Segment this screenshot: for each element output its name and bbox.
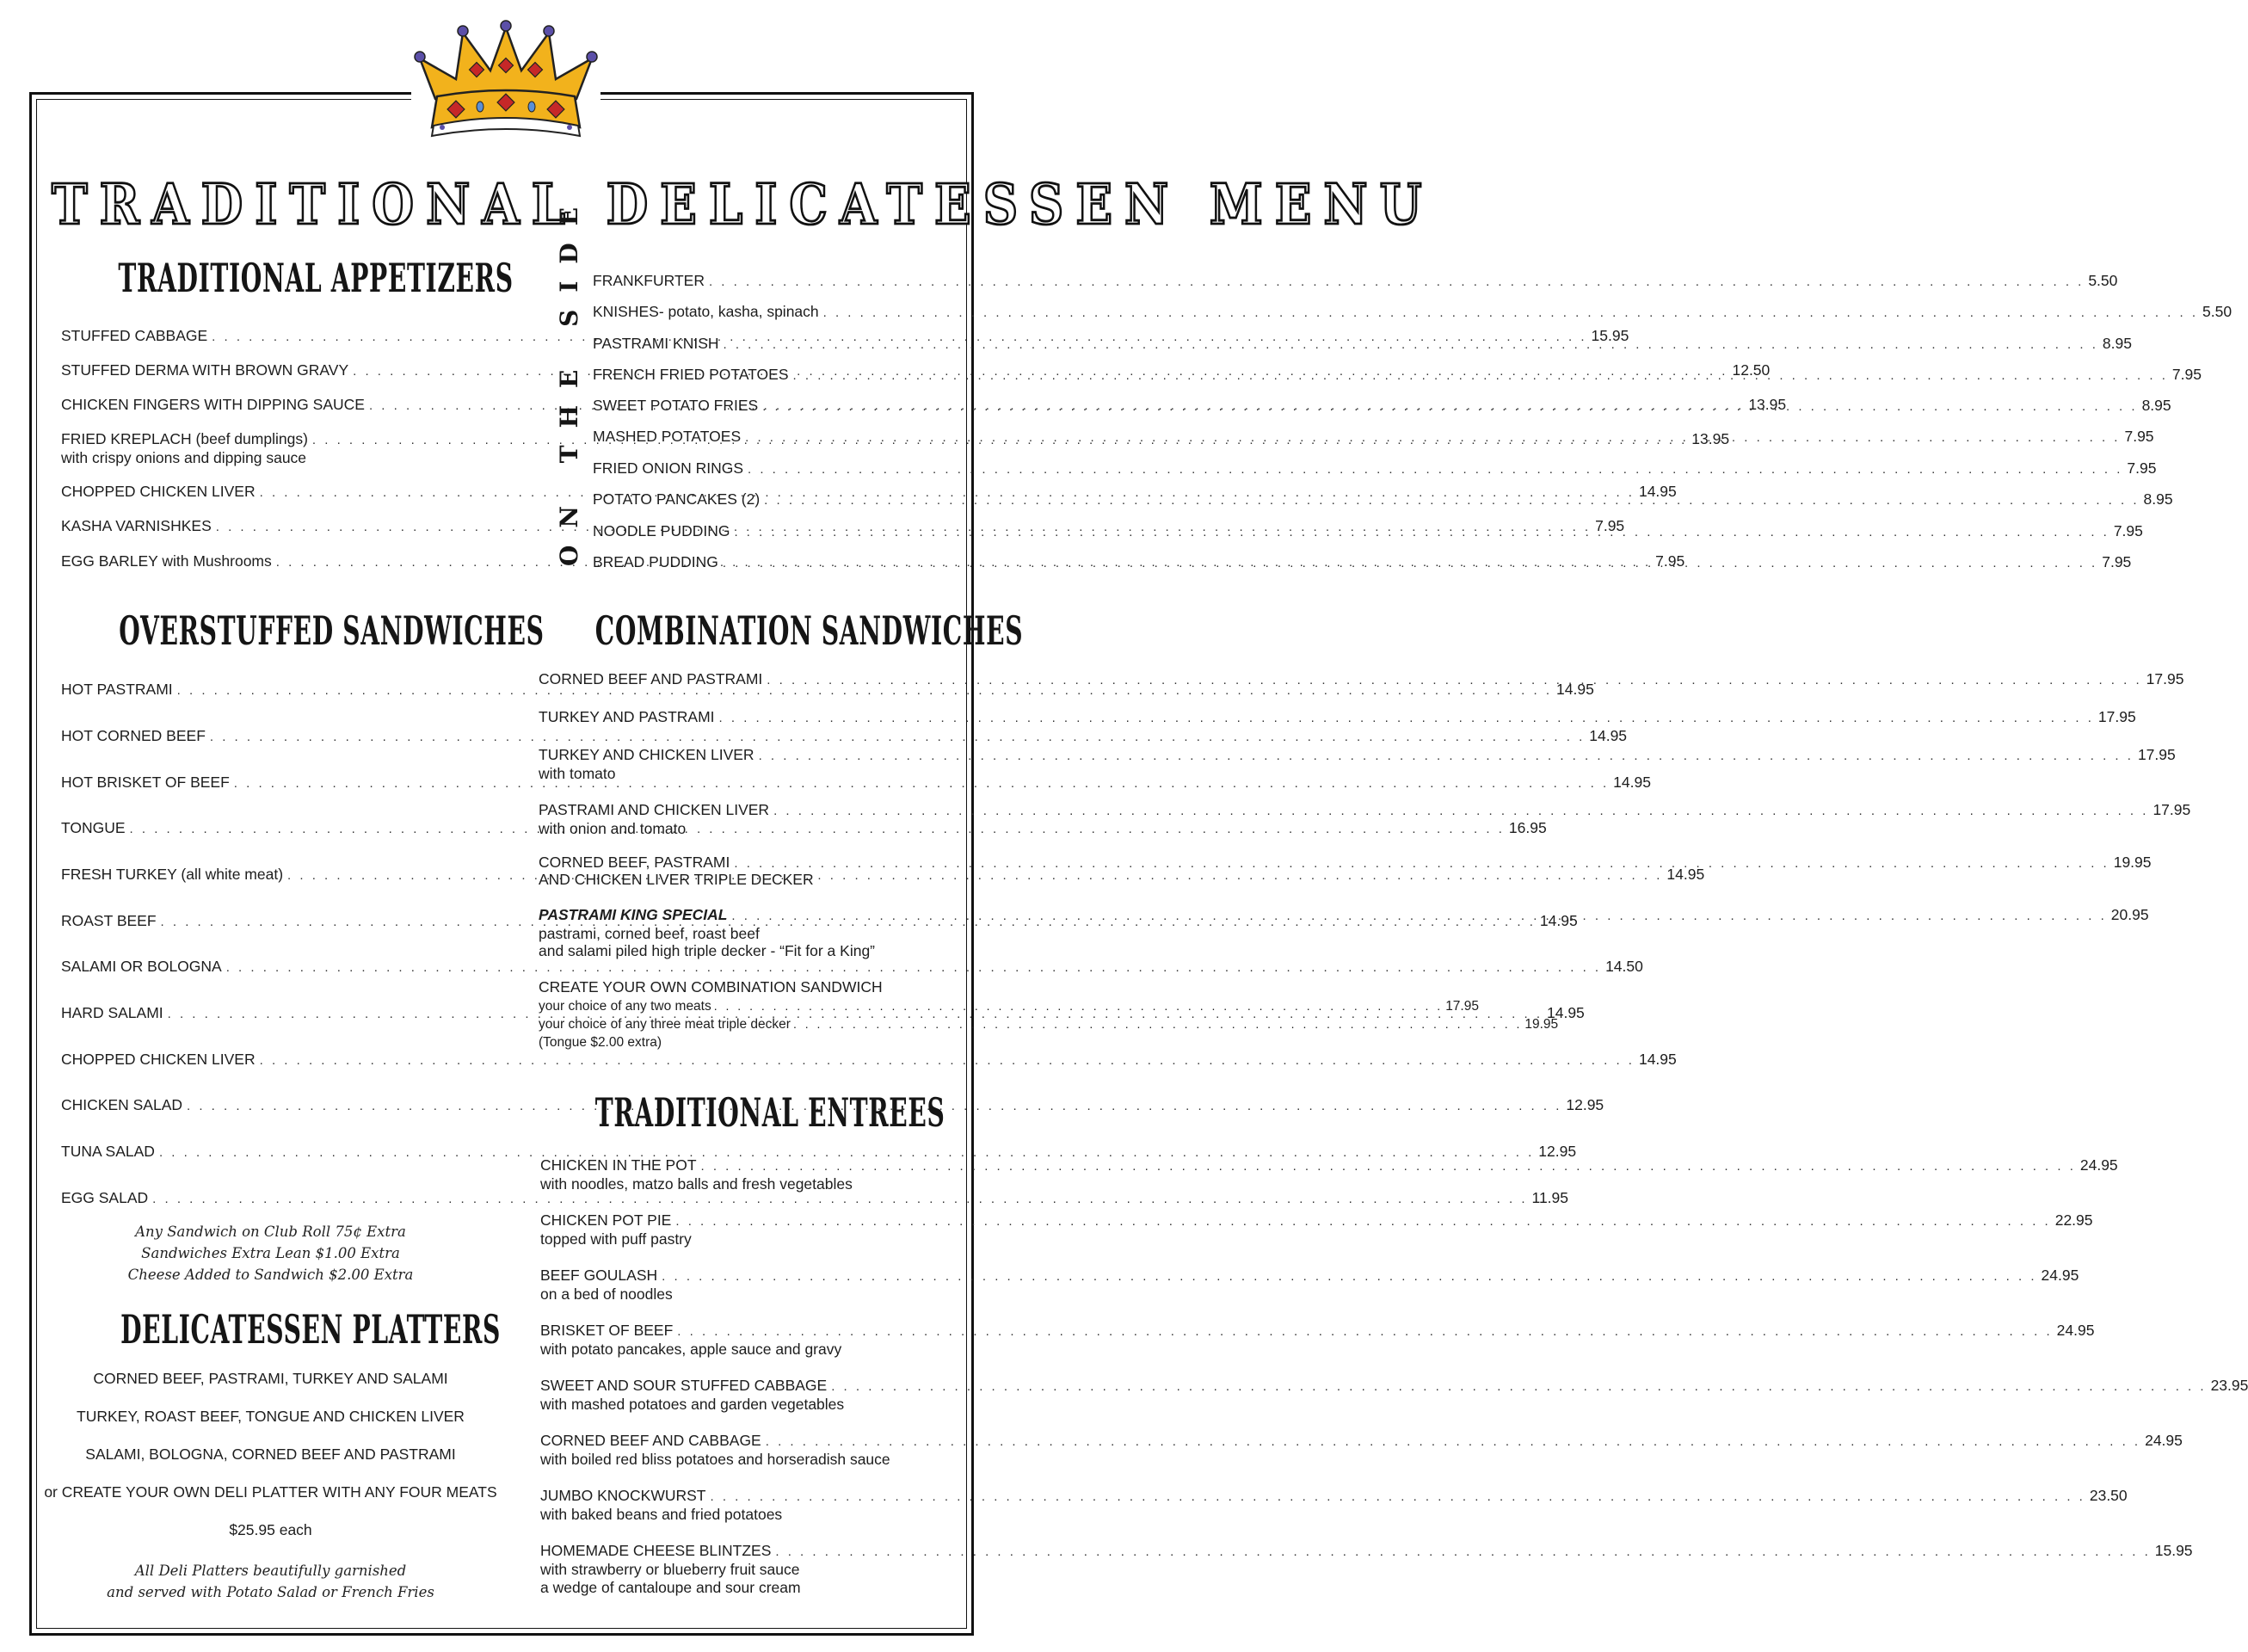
- create-option: your choice of any two meats . . . 17.95: [539, 999, 948, 1014]
- list-item: BREAD PUDDING . . . 7.95: [593, 553, 950, 572]
- list-item: CORNED BEEF AND CABBAGE . . . 24.95 with boiled red bliss potatoes and horseradish sauce: [540, 1432, 952, 1469]
- combination-title: COMBINATION SANDWICHES: [594, 608, 1024, 655]
- platter-line: TURKEY, ROAST BEEF, TONGUE AND CHICKEN LIVER: [77, 1408, 465, 1425]
- sandwich-notes: Any Sandwich on Club Roll 75¢ Extra Sandwiches Extra Lean $1.00 Extra Cheese Added to Sandwich $2.00 Extra: [127, 1224, 414, 1283]
- sandwiches-title: OVERSTUFFED SANDWICHES: [119, 608, 545, 655]
- list-item: PASTRAMI KING SPECIAL . . . 20.95 pastrami, corned beef, roast beef and salami piled high triple decker - “Fit for a King”: [539, 906, 948, 960]
- list-item: SWEET AND SOUR STUFFED CABBAGE . . . 23.95 with mashed potatoes and garden vegetables: [540, 1377, 952, 1414]
- menu-title: TRADITIONAL DELICATESSEN MENU: [52, 172, 1434, 237]
- list-item: SWEET POTATO FRIES . . . 8.95: [593, 397, 950, 416]
- platters-title: DELICATESSEN PLATTERS: [120, 1307, 501, 1353]
- list-item: BEEF GOULASH . . . 24.95 on a bed of noodles: [540, 1267, 952, 1304]
- entrees-title: TRADITIONAL ENTREES: [594, 1090, 945, 1137]
- list-item: HOT CORNED BEEF . . . 14.95: [61, 727, 479, 746]
- list-item: KNISHES- potato, kasha, spinach . . . 5.50: [593, 303, 950, 322]
- list-item: CORNED BEEF, PASTRAMI . . . 19.95 AND CHICKEN LIVER TRIPLE DECKER: [539, 854, 948, 887]
- platter-notes: All Deli Platters beautifully garnished and served with Potato Salad or French Fries: [107, 1563, 434, 1600]
- list-item: NOODLE PUDDING . . . 7.95: [593, 522, 950, 541]
- list-item: FRANKFURTER . . . 5.50: [593, 272, 950, 291]
- list-item: SALAMI OR BOLOGNA . . . 14.50: [61, 958, 479, 977]
- platter-line: SALAMI, BOLOGNA, CORNED BEEF AND PASTRAMI: [85, 1446, 456, 1463]
- list-item: CHICKEN POT PIE . . . 22.95 topped with puff pastry: [540, 1211, 952, 1248]
- list-item: STUFFED DERMA WITH BROWN GRAVY . . . 12.50: [61, 361, 479, 380]
- list-item: BRISKET OF BEEF . . . 24.95 with potato pancakes, apple sauce and gravy: [540, 1322, 952, 1359]
- list-item: TONGUE . . . 16.95: [61, 819, 479, 838]
- list-item: TURKEY AND CHICKEN LIVER . . . 17.95 with tomato: [539, 746, 948, 782]
- list-item: FRIED KREPLACH (beef dumplings) . . . 13.95 with crispy onions and dipping sauce: [61, 430, 479, 466]
- list-item: FRENCH FRIED POTATOES . . . 7.95: [593, 366, 950, 385]
- crown-logo: [411, 17, 600, 146]
- list-item: HOMEMADE CHEESE BLINTZES . . . 15.95 with strawberry or blueberry fruit sauce a wedge of cantaloupe and sour cream: [540, 1542, 952, 1597]
- platter-price: $25.95 each: [229, 1521, 312, 1538]
- appetizers-title: TRADITIONAL APPETIZERS: [118, 256, 514, 302]
- list-item: CHICKEN IN THE POT . . . 24.95 with noodles, matzo balls and fresh vegetables: [540, 1156, 952, 1193]
- create-note: (Tongue $2.00 extra): [539, 1035, 662, 1050]
- list-item: JUMBO KNOCKWURST . . . 23.50 with baked beans and fried potatoes: [540, 1487, 952, 1524]
- list-item: KASHA VARNISHKES . . . 7.95: [61, 517, 479, 536]
- create-option: your choice of any three meat triple decker . . . 19.95: [539, 1017, 948, 1032]
- platter-line: CORNED BEEF, PASTRAMI, TURKEY AND SALAMI: [93, 1370, 448, 1387]
- list-item: TURKEY AND PASTRAMI . . . 17.95: [539, 708, 948, 727]
- list-item: MASHED POTATOES . . . 7.95: [593, 428, 950, 447]
- list-item: EGG BARLEY with Mushrooms . . . 7.95: [61, 552, 479, 571]
- list-item: HOT PASTRAMI . . . 14.95: [61, 681, 479, 700]
- list-item: TUNA SALAD . . . 12.95: [61, 1143, 479, 1162]
- list-item: HARD SALAMI . . . 14.95: [61, 1004, 479, 1023]
- platter-line: or CREATE YOUR OWN DELI PLATTER WITH ANY FOUR MEATS: [44, 1483, 497, 1501]
- list-item: STUFFED CABBAGE . . . 15.95: [61, 327, 479, 346]
- list-item: HOT BRISKET OF BEEF . . . 14.95: [61, 774, 479, 792]
- list-item: CHOPPED CHICKEN LIVER . . . 14.95: [61, 1051, 479, 1069]
- list-item: ROAST BEEF . . . 14.95: [61, 912, 479, 931]
- list-item: CORNED BEEF AND PASTRAMI . . . 17.95: [539, 670, 948, 689]
- list-item: PASTRAMI KNISH . . . 8.95: [593, 335, 950, 354]
- list-item: PASTRAMI AND CHICKEN LIVER . . . 17.95 with onion and tomato: [539, 801, 948, 837]
- list-item: CHICKEN SALAD . . . 12.95: [61, 1096, 479, 1115]
- list-item: CHICKEN FINGERS WITH DIPPING SAUCE . . . 13.95: [61, 396, 479, 415]
- on-the-side-title: ON THE SIDE: [555, 189, 583, 566]
- create-combination-title: CREATE YOUR OWN COMBINATION SANDWICH: [539, 978, 883, 996]
- list-item: FRESH TURKEY (all white meat) . . . 14.95: [61, 866, 479, 885]
- list-item: CHOPPED CHICKEN LIVER . . . 14.95: [61, 483, 479, 502]
- list-item: POTATO PANCAKES (2) . . . 8.95: [593, 490, 950, 509]
- list-item: FRIED ONION RINGS . . . 7.95: [593, 459, 950, 478]
- list-item: EGG SALAD . . . 11.95: [61, 1189, 479, 1208]
